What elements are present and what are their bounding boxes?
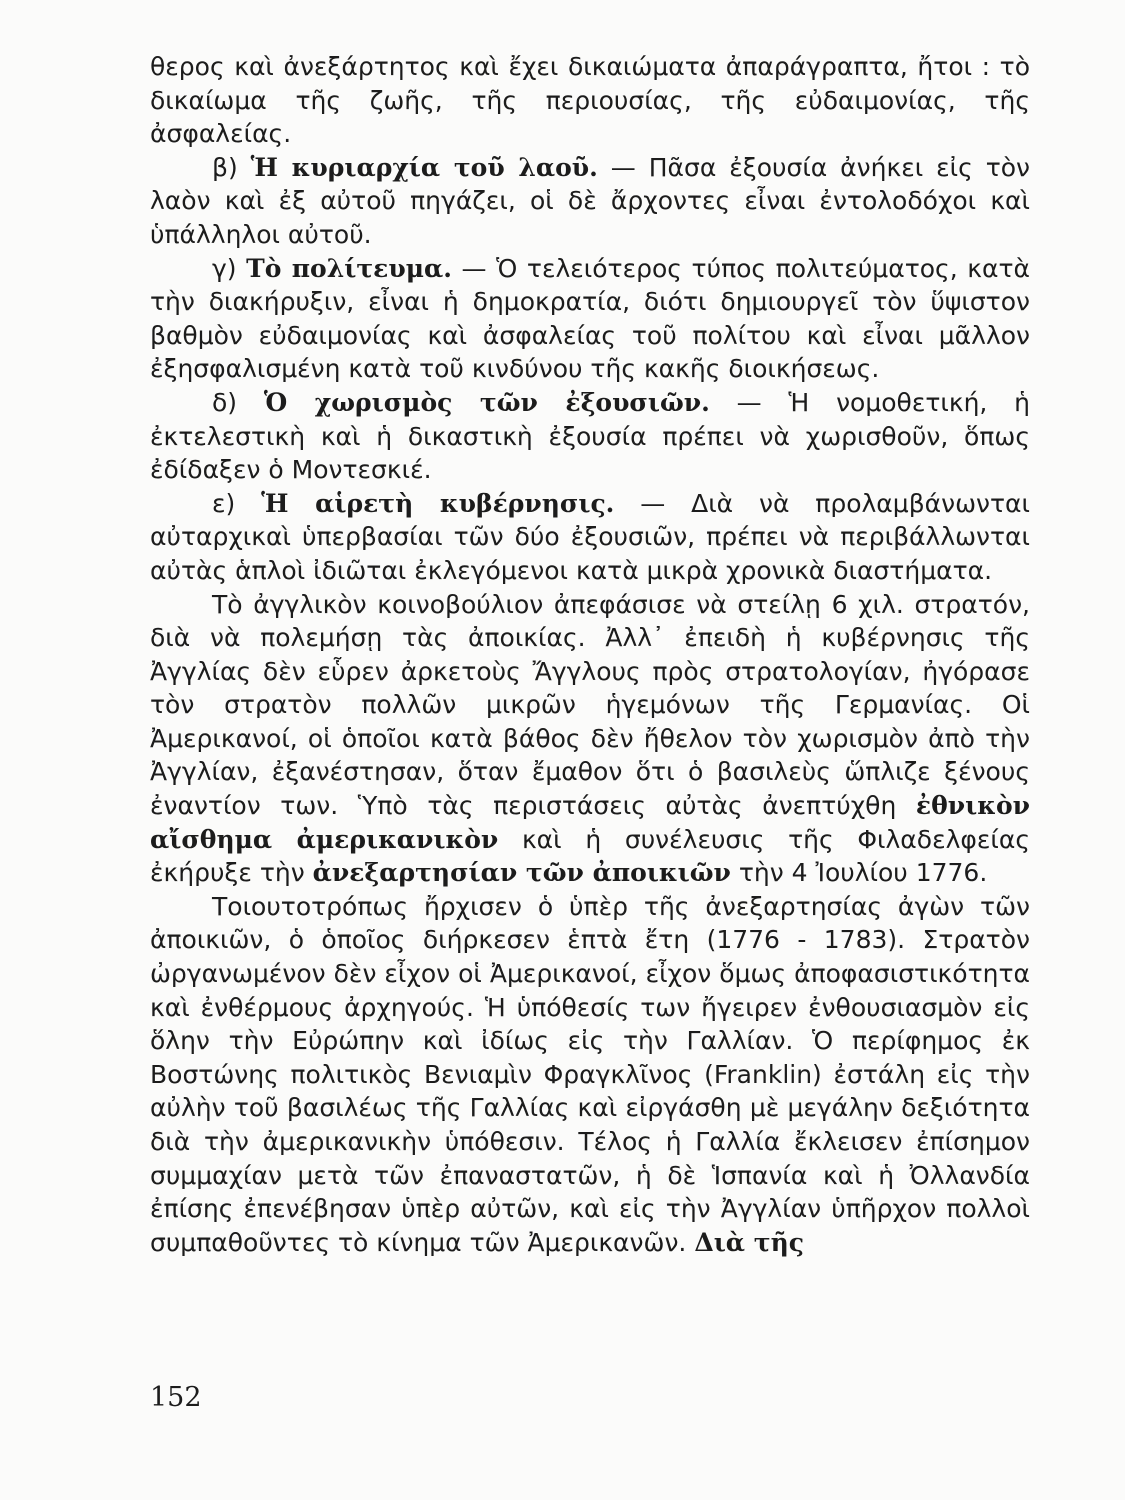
paragraph (150, 487, 1030, 588)
paragraph (150, 252, 1030, 386)
book-page (150, 50, 1030, 1470)
page-number: 152 (150, 1382, 202, 1413)
section-heading: Τὸ πολίτευμα. (246, 253, 452, 283)
text-run: γ) (212, 253, 247, 283)
text-run: θερος καὶ ἀνεξάρτητος καὶ ἔχει δικαιώματα ἀπαράγραπτα, ἤτοι : τὸ δικαίωμα τῆς ζωῆς, τῆς περιουσίας, τῆς εὐδαιμονίας, τῆς ἀσφαλείας. (150, 52, 1030, 149)
section-heading: Ὁ χωρισμὸς τῶν ἐξουσιῶν. (263, 387, 710, 417)
text-run: ε) (212, 488, 262, 518)
text-run: — Πᾶσα ἐξουσία ἀνήκει εἰς τὸν λαὸν καὶ ἐξ αὐτοῦ πηγάζει, οἱ δὲ ἄρχοντες εἶναι ἐντολοδόχοι καὶ ὑπάλληλοι αὐτοῦ. (150, 152, 1030, 249)
text-run: — Ἡ νομοθετική, ἡ ἐκτελεστικὴ καὶ ἡ δικαστικὴ ἐξουσία πρέπει νὰ χωρισθοῦν, ὅπως ἐδίδαξεν ὁ Μοντεσκιέ. (150, 387, 1031, 485)
paragraph (150, 890, 1030, 1260)
text-run: τὴν 4 Ἰουλίου 1776. (730, 858, 988, 888)
paragraph (150, 151, 1030, 252)
text-run: — Ὁ τελειότερος τύπος πολιτεύματος, κατὰ τὴν διακήρυξιν, εἶναι ἡ δημοκρατία, διότι δημιουργεῖ τὸν ὕψιστον βαθμὸν εὐδαιμονίας καὶ ἀσφαλείας τοῦ πολίτου καὶ εἶναι μᾶλλον ἐξησφαλισμένη κατὰ τοῦ κινδύνου τῆς κακῆς διοικήσεως. (150, 253, 1030, 384)
paragraph (150, 50, 1030, 151)
text-run: Τὸ ἀγγλικὸν κοινοβούλιον ἀπεφάσισε νὰ στείλῃ 6 χιλ. στρατόν, διὰ νὰ πολεμήσῃ τὰς ἀποικίας. Ἀλλ᾽ ἐπειδὴ ἡ κυβέρνησις τῆς Ἀγγλίας δὲν εὗρεν ἀρκετοὺς Ἄγγλους πρὸς στρατολογίαν, ἠγόρασε τὸν στρατὸν πολλῶν μικρῶν ἡγεμόνων τῆς Γερμανίας. Οἱ Ἀμερικανοί, οἱ ὁποῖοι κατὰ βάθος δὲν ἤθελον τὸν χωρισμὸν ἀπὸ τὴν Ἀγγλίαν, ἐξανέστησαν, ὅταν ἔμαθον ὅτι ὁ βασιλεὺς ὥπλιζε ξένους ἐναντίον των. Ὑπὸ τὰς περιστάσεις αὐτὰς ἀνεπτύχθη (150, 589, 1030, 821)
bold-phrase: ἐθνικὸν αἴσθημα ἀμερικανικὸν (150, 791, 1030, 854)
paragraph (150, 386, 1030, 487)
section-heading: Ἡ αἱρετὴ κυβέρνησις. (261, 488, 615, 518)
bold-phrase: Διὰ τῆς (694, 1227, 804, 1257)
bold-phrase: ἀνεξαρτησίαν τῶν ἀποικιῶν (312, 858, 731, 888)
text-run: Τοιουτοτρόπως ἤρχισεν ὁ ὑπὲρ τῆς ἀνεξαρτησίας ἀγὼν τῶν ἀποικιῶν, ὁ ὁποῖος διήρκεσεν ἑπτὰ ἔτη (1776 - 1783). Στρατὸν ὠργανωμένον δὲν εἶχον οἱ Ἀμερικανοί, εἶχον ὅμως ἀποφασιστικότητα καὶ ἐνθέρμους ἀρχηγούς. Ἡ ὑπόθεσίς των ἤγειρεν ἐνθουσιασμὸν εἰς ὅλην τὴν Εὐρώπην καὶ ἰδίως εἰς τὴν Γαλλίαν. Ὁ περίφημος ἐκ Βοστώνης πολιτικὸς Βενιαμὶν Φραγκλῖνος (Franklin) ἐστάλη εἰς τὴν αὐλὴν τοῦ βασιλέως τῆς Γαλλίας καὶ εἰργάσθη μὲ μεγάλην δεξιότητα διὰ τὴν ἀμερικανικὴν ὑπόθεσιν. Τέλος ἡ Γαλλία ἔκλεισεν ἐπίσημον συμμαχίαν μετὰ τῶν ἐπαναστατῶν, ἡ δὲ Ἱσπανία καὶ ἡ Ὀλλανδία ἐπίσης ἐπενέβησαν ὑπὲρ αὐτῶν, καὶ εἰς τὴν Ἀγγλίαν ὑπῆρχον πολλοὶ συμπαθοῦντες τὸ κίνημα τῶν Ἀμερικανῶν. (150, 891, 1030, 1257)
body-text (150, 50, 1030, 1259)
text-run: καὶ ἡ συνέλευσις τῆς Φιλαδελφείας ἐκήρυξε τὴν (150, 824, 1030, 888)
text-run: — Διὰ νὰ προλαμβάνωνται αὐταρχικαὶ ὑπερβασίαι τῶν δύο ἐξουσιῶν, πρέπει νὰ περιβάλλωνται αὐτὰς ἁπλοὶ ἰδιῶται ἐκλεγόμενοι κατὰ μικρὰ χρονικὰ διαστήματα. (150, 488, 1030, 585)
text-run: δ) (212, 387, 264, 417)
text-run: β) (212, 152, 251, 182)
paragraph (150, 588, 1030, 890)
section-heading: Ἡ κυριαρχία τοῦ λαοῦ. (250, 152, 598, 182)
